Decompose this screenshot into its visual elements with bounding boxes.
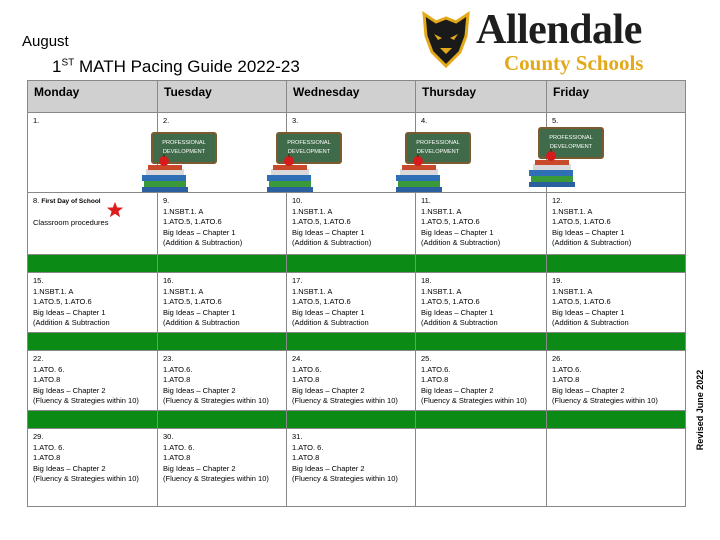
cell-line: Big Ideas – Chapter 2: [292, 463, 365, 473]
revision-note: Revised June 2022: [695, 369, 705, 451]
week-separator: [28, 411, 686, 429]
week-row: [28, 273, 686, 333]
cell-line: (Addition & Subtraction: [33, 318, 110, 327]
cell-line: 3.: [292, 116, 299, 125]
cell-line: (Fluency & Strategies within 10): [163, 474, 269, 483]
professional-development-icon: [265, 131, 343, 193]
first-day-note: First Day of School: [41, 198, 101, 205]
day-cell: [158, 273, 287, 333]
cell-line: 1.: [33, 116, 40, 125]
professional-development-icon: [527, 126, 605, 188]
cell-line: 1.NSBT.1. A: [292, 286, 333, 296]
day-cell: [416, 193, 547, 255]
cell-line: 1.ATO.5, 1.ATO.6: [552, 297, 611, 306]
cell-line: Big Ideas – Chapter 1: [552, 227, 625, 237]
day-cell: [287, 193, 416, 255]
cell-line: Big Ideas – Chapter 2: [292, 385, 365, 395]
cell-line: 1.ATO.8: [163, 375, 191, 384]
cell-line: 1.ATO.8: [292, 453, 320, 462]
cell-line: 25.: [421, 354, 432, 363]
month-label: August: [22, 33, 69, 50]
day-cell: [416, 273, 547, 333]
cell-line: Big Ideas – Chapter 1: [421, 227, 494, 237]
cell-line: 1.ATO.5, 1.ATO.6: [33, 297, 92, 306]
cell-line: 1.NSBT.1. A: [552, 286, 593, 296]
district-logo: [420, 8, 680, 78]
header-wednesday: Wednesday: [287, 81, 416, 113]
cell-line: 17.: [292, 276, 303, 285]
cell-line: 1.ATO.5, 1.ATO.6: [421, 297, 480, 306]
cell-line: 1.ATO.8: [33, 375, 61, 384]
cell-line: 15.: [33, 276, 44, 285]
cell-line: 1.ATO.5, 1.ATO.6: [552, 217, 611, 226]
day-cell: [287, 429, 416, 507]
cell-line: (Addition & Subtraction): [421, 238, 501, 247]
page-title: 1ST MATH Pacing Guide 2022-23: [52, 57, 300, 76]
cell-line: 29.: [33, 432, 44, 441]
cell-line: (Addition & Subtraction: [292, 318, 369, 327]
cell-line: 1.ATO.6.: [163, 364, 193, 374]
cell-line: 26.: [552, 354, 563, 363]
cell-line: 10.: [292, 196, 303, 205]
cell-line: 1.ATO. 6.: [163, 442, 195, 452]
cell-line: (Addition & Subtraction): [163, 238, 243, 247]
cell-line: 1.ATO.6.: [292, 364, 322, 374]
cell-line: 1.ATO.5, 1.ATO.6: [292, 217, 351, 226]
cell-line: Big Ideas – Chapter 1: [421, 307, 494, 317]
cell-line: 22.: [33, 354, 44, 363]
week-separator: [28, 255, 686, 273]
cell-line: (Addition & Subtraction: [163, 318, 240, 327]
star-icon: [106, 201, 124, 219]
cell-line: 23.: [163, 354, 174, 363]
day-cell: [28, 351, 158, 411]
cell-line: Classroom procedures: [33, 218, 109, 227]
cell-line: Big Ideas – Chapter 2: [163, 385, 236, 395]
logo-name-line2: County Schools: [504, 51, 644, 75]
cell-line: 1.NSBT.1. A: [33, 286, 74, 296]
cell-line: 1.ATO.5, 1.ATO.6: [421, 217, 480, 226]
cell-line: [33, 208, 152, 219]
cell-line: 1.ATO.5, 1.ATO.6: [292, 297, 351, 306]
week-separator: [28, 333, 686, 351]
cell-line: 1.NSBT.1. A: [421, 286, 462, 296]
day-cell: [547, 193, 686, 255]
cell-line: (Fluency & Strategies within 10): [421, 396, 527, 405]
cell-line: (Addition & Subtraction: [552, 318, 629, 327]
cell-line: 30.: [163, 432, 174, 441]
day-cell: [547, 351, 686, 411]
cell-line: Big Ideas – Chapter 1: [33, 307, 106, 317]
professional-development-icon: [394, 131, 472, 193]
day-cell: [416, 429, 547, 507]
header-thursday: Thursday: [416, 81, 547, 113]
week-row: [28, 193, 686, 255]
header-tuesday: Tuesday: [158, 81, 287, 113]
day-cell: [28, 273, 158, 333]
cell-line: 1.ATO.8: [421, 375, 449, 384]
cell-line: 18.: [421, 276, 432, 285]
day-cell: 8. First Day of School Classroom procedures: [28, 193, 158, 255]
cell-line: 9.: [163, 196, 170, 205]
cell-line: 1.ATO.6.: [552, 364, 582, 374]
cell-line: (Fluency & Strategies within 10): [163, 396, 269, 405]
cell-line: Big Ideas – Chapter 1: [292, 307, 365, 317]
cell-line: 1.NSBT.1. A: [163, 286, 204, 296]
week-row: [28, 351, 686, 411]
weekday-header-row: [28, 81, 686, 113]
cell-line: 1.ATO.5, 1.ATO.6: [163, 297, 222, 306]
cell-line: Big Ideas – Chapter 1: [163, 307, 236, 317]
cell-line: 19.: [552, 276, 563, 285]
cell-line: 1.ATO.8: [163, 453, 191, 462]
cell-line: (Fluency & Strategies within 10): [292, 474, 398, 483]
cell-line: (Addition & Subtraction): [552, 238, 632, 247]
cell-line: 1.ATO.6.: [421, 364, 451, 374]
cell-line: 1.ATO.5, 1.ATO.6: [163, 217, 222, 226]
cell-line: 1.ATO.8: [292, 375, 320, 384]
day-cell: [547, 429, 686, 507]
cell-line: 1.NSBT.1. A: [421, 206, 462, 216]
cell-line: 11.: [421, 196, 431, 205]
day-cell: [28, 113, 158, 193]
panther-mascot-icon: [420, 10, 472, 70]
cell-line: (Fluency & Strategies within 10): [33, 474, 139, 483]
cell-line: 1.ATO. 6.: [33, 442, 65, 452]
cell-line: (Fluency & Strategies within 10): [33, 396, 139, 405]
cell-line: 1.ATO. 6.: [292, 442, 324, 452]
cell-line: 1.NSBT.1. A: [552, 206, 593, 216]
cell-line: 31.: [292, 432, 303, 441]
professional-development-icon: [140, 131, 218, 193]
day-cell: [158, 193, 287, 255]
cell-line: (Fluency & Strategies within 10): [292, 396, 398, 405]
cell-line: 1.ATO. 6.: [33, 364, 65, 374]
day-cell: [287, 351, 416, 411]
cell-line: 16.: [163, 276, 174, 285]
cell-line: Big Ideas – Chapter 2: [552, 385, 625, 395]
cell-line: 1.ATO.8: [33, 453, 61, 462]
cell-line: 1.NSBT.1. A: [163, 206, 204, 216]
cell-line: Big Ideas – Chapter 2: [33, 463, 106, 473]
cell-line: (Addition & Subtraction): [292, 238, 372, 247]
logo-name-line1: Allendale: [476, 7, 642, 53]
cell-line: Big Ideas – Chapter 1: [163, 227, 236, 237]
cell-line: Big Ideas – Chapter 1: [552, 307, 625, 317]
day-cell: [416, 351, 547, 411]
cell-line: 1.ATO.8: [552, 375, 580, 384]
week-row: [28, 429, 686, 507]
header-friday: Friday: [547, 81, 686, 113]
cell-line: 24.: [292, 354, 303, 363]
cell-line: 4.: [421, 116, 428, 125]
day-cell: [158, 351, 287, 411]
cell-line: 1.NSBT.1. A: [292, 206, 333, 216]
cell-line: 5.: [552, 116, 559, 125]
cell-line: 2.: [163, 116, 170, 125]
day-cell: [547, 273, 686, 333]
cell-line: (Addition & Subtraction: [421, 318, 498, 327]
day-cell: [287, 273, 416, 333]
cell-line: Big Ideas – Chapter 2: [421, 385, 494, 395]
cell-line: Big Ideas – Chapter 1: [292, 227, 365, 237]
day-cell: [28, 429, 158, 507]
header-monday: Monday: [28, 81, 158, 113]
day-cell: [158, 429, 287, 507]
cell-line: (Fluency & Strategies within 10): [552, 396, 658, 405]
cell-line: 12.: [552, 196, 563, 205]
cell-line: Big Ideas – Chapter 2: [163, 463, 236, 473]
cell-line: Big Ideas – Chapter 2: [33, 385, 106, 395]
